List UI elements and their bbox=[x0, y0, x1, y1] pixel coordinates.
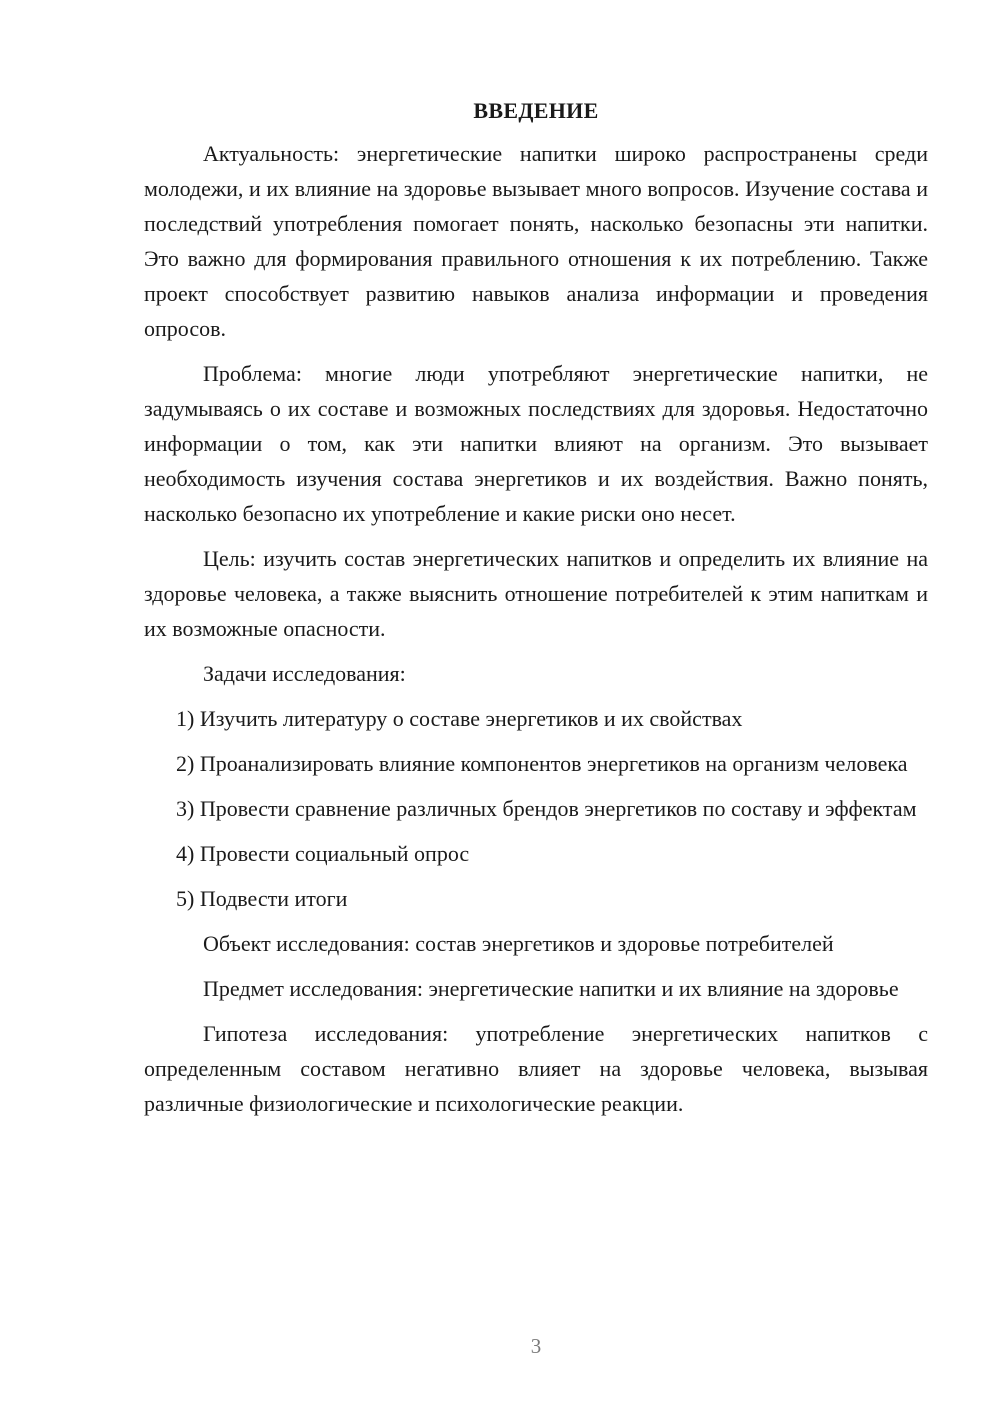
problem-paragraph: Проблема: многие люди употребляют энергетические напитки, не задумываясь о их составе и возможных последствиях для здоровья. Недостаточно информации о том, как эти напитки влияют на организм. Это вызывает необходимость изучения состава энергетиков и их воздействия. Важно понять, насколько безопасно их употребление и какие риски оно несет. bbox=[144, 361, 928, 526]
goal-paragraph: Цель: изучить состав энергетических напитков и определить их влияние на здоровье человека, а также выяснить отношение потребителей к этим напиткам и их возможные опасности. bbox=[144, 546, 928, 641]
hypothesis-paragraph: Гипотеза исследования: употребление энергетических напитков с определенным составом негативно влияет на здоровье человека, вызывая различные физиологические и психологические реакции. bbox=[144, 1021, 928, 1116]
object-paragraph: Объект исследования: состав энергетиков и здоровье потребителей bbox=[203, 931, 834, 956]
document-body bbox=[144, 96, 928, 1131]
page-number: 3 bbox=[530, 1334, 542, 1358]
subject-paragraph: Предмет исследования: энергетические напитки и их влияние на здоровье bbox=[203, 976, 899, 1001]
task-item-4: 4) Провести социальный опрос bbox=[176, 841, 470, 866]
tasks-heading: Задачи исследования: bbox=[203, 661, 406, 686]
page-title: ВВЕДЕНИЕ bbox=[473, 98, 599, 123]
task-item-1: 1) Изучить литературу о составе энергетиков и их свойствах bbox=[176, 706, 743, 731]
task-item-5: 5) Подвести итоги bbox=[176, 886, 348, 911]
relevance-paragraph: Актуальность: энергетические напитки широко распространены среди молодежи, и их влияние на здоровье вызывает много вопросов. Изучение состава и последствий употребления помогает понять, насколько безопасны эти напитки. Это важно для формирования правильного отношения к их потреблению. Также проект способствует развитию навыков анализа информации и проведения опросов. bbox=[144, 141, 928, 341]
task-item-2: 2) Проанализировать влияние компонентов энергетиков на организм человека bbox=[176, 751, 908, 776]
task-item-3: 3) Провести сравнение различных брендов энергетиков по составу и эффектам bbox=[176, 796, 917, 821]
